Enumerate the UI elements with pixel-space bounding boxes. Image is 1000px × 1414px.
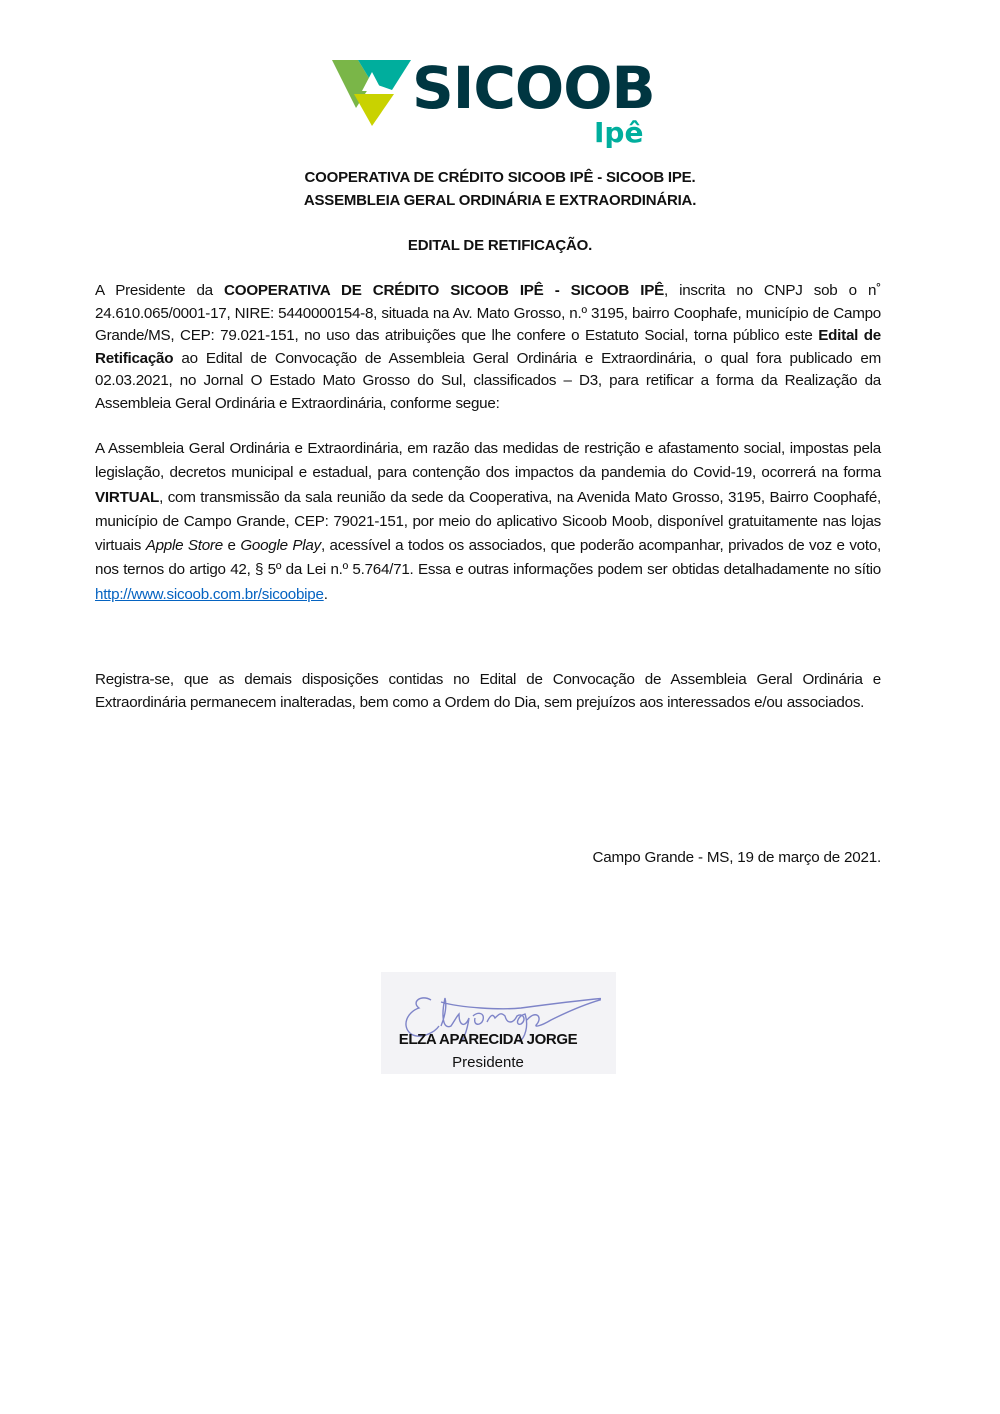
text: . [323, 585, 328, 603]
signer-role: Presidente [452, 1054, 524, 1071]
header-line2: ASSEMBLEIA GERAL ORDINÁRIA E EXTRAORDINÁRIA. [303, 192, 697, 209]
document-title: EDITAL DE RETIFICAÇÃO. [407, 237, 593, 254]
date-line: Campo Grande - MS, 19 de março de 2021. [592, 849, 881, 866]
paragraph-virtual [95, 437, 881, 607]
paragraph-provisions: Registra-se, que as demais disposições contidas no Edital de Convocação de Assembleia Geral Ordinária e Extraordinária permanecem inalteradas, bem como a Ordem do Dia, sem prejuízos aos interessados e/ou associados. [95, 671, 881, 711]
logo-sub: Ipê [594, 116, 644, 149]
signature-block [381, 972, 616, 1074]
edital-name: Edital de Retificação [95, 327, 881, 367]
sicoob-link[interactable]: http://www.sicoob.com.br/sicoobipe [95, 585, 324, 603]
apple-store: Apple Store [145, 537, 223, 555]
text: A Presidente da [95, 282, 225, 299]
google-play: Google Play [240, 537, 321, 555]
text: e [222, 537, 241, 555]
header-line1: COOPERATIVA DE CRÉDITO SICOOB IPÊ - SICOOB IPE. [304, 169, 696, 186]
logo-brand: SICOOB [412, 54, 655, 122]
text: , acessível a todos os associados, que poderão acompanhar, privados de voz e voto, nos ternos do artigo 42, § 5º da Lei n.º 5.764/71. Essa e outras informações podem ser obtidas detalhadamente no sítio [95, 537, 881, 579]
virtual-bold: VIRTUAL [95, 488, 160, 506]
sicoob-logo [332, 54, 655, 154]
signer-name: ELZA APARECIDA JORGE [398, 1031, 578, 1048]
text: A Assembleia Geral Ordinária e Extraordinária, em razão das medidas de restrição e afastamento social, impostas pela legislação, decretos municipal e estadual, para contenção dos impactos da pandemia do Covid-19, ocorrerá na forma [95, 440, 881, 482]
paragraph-intro [95, 280, 881, 416]
text: , com transmissão da sala reunião da sede da Cooperativa, na Avenida Mato Grosso, 3195, Bairro Coophafé, município de Campo Grande, CEP: 79021-151, por meio do aplicativo Sicoob Moob, disponível gratuitamente nas lojas virtuais [95, 488, 881, 555]
logo-triangle-icon [332, 58, 412, 128]
cooperative-name: COOPERATIVA DE CRÉDITO SICOOB IPÊ - SICOOB IPÊ [224, 282, 664, 299]
text: ao Edital de Convocação de Assembleia Geral Ordinária e Extraordinária, o qual fora publicado em 02.03.2021, no Jornal O Estado Mato Grosso do Sul, classificados – D3, para retificar a forma da Realização da Assembleia Geral Ordinária e Extraordinária, conforme segue: [95, 349, 881, 412]
text: , inscrita no CNPJ sob o n˚ 24.610.065/0001-17, NIRE: 5440000154-8, situada na Av. Mato Grosso, n.º 3195, bairro Coophafe, município de Campo Grande/MS, CEP: 79.021-151, no uso das atribuições que lhe confere o Estatuto Social, torna público este [95, 282, 882, 345]
